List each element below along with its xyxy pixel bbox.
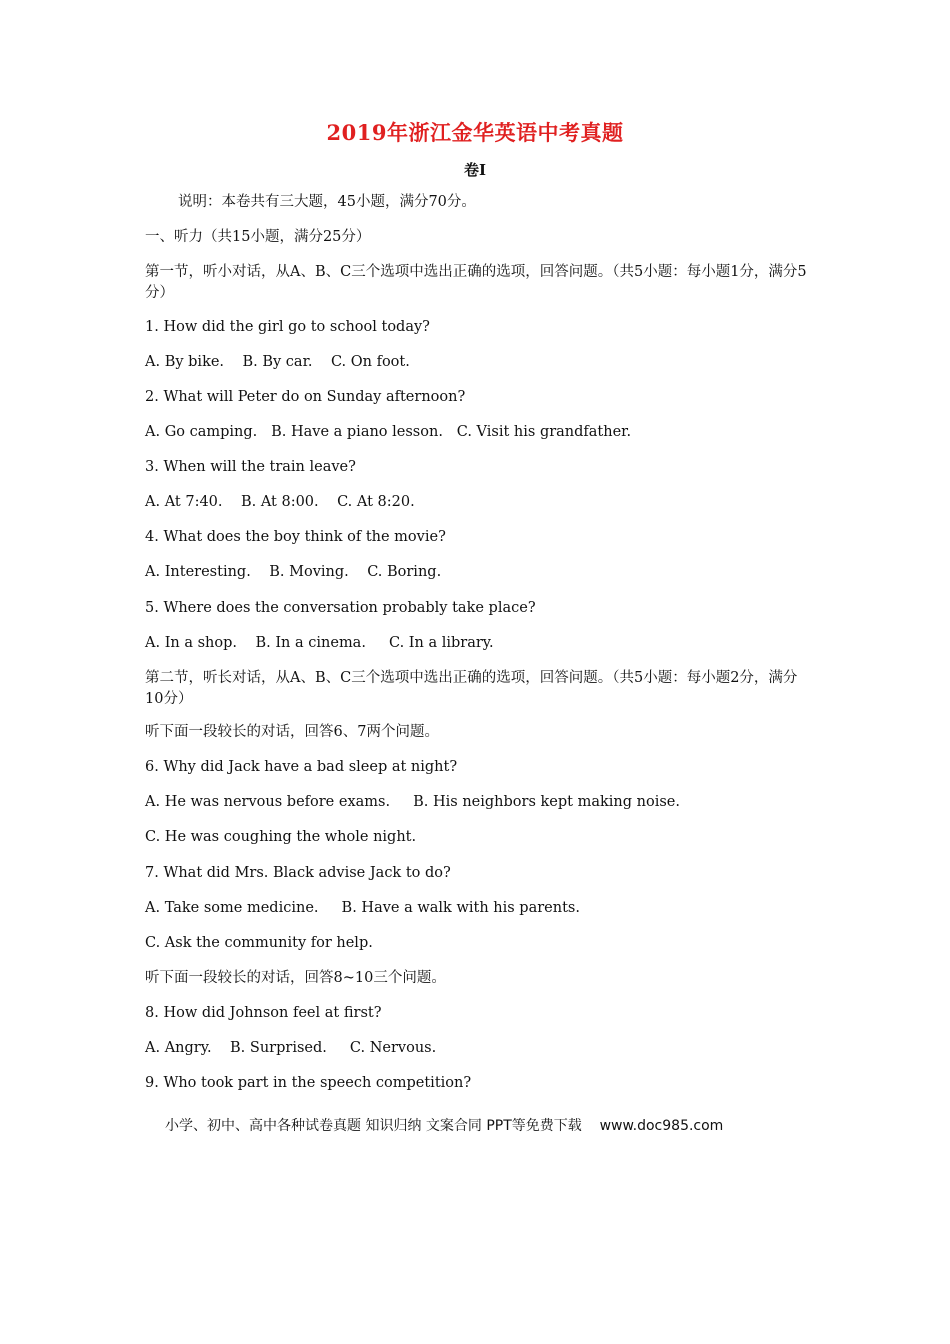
question-5-options: A. In a shop. B. In a cinema. C. In a library. bbox=[145, 635, 494, 651]
paper-subtitle: 卷I bbox=[463, 161, 487, 179]
question-7: 7. What did Mrs. Black advise Jack to do? bbox=[145, 865, 451, 881]
question-7-options-ab: A. Take some medicine. B. Have a walk with his parents. bbox=[145, 900, 580, 916]
question-8: 8. How did Johnson feel at first? bbox=[145, 1005, 382, 1021]
exam-note: 说明：本卷共有三大题，45小题，满分70分。 bbox=[178, 194, 476, 210]
dialog2-intro: 听下面一段较长的对话，回答8~10三个问题。 bbox=[145, 970, 446, 986]
question-6: 6. Why did Jack have a bad sleep at night? bbox=[145, 759, 458, 775]
question-8-options: A. Angry. B. Surprised. C. Nervous. bbox=[145, 1040, 437, 1056]
question-4: 4. What does the boy think of the movie? bbox=[145, 529, 446, 545]
question-7-option-c: C. Ask the community for help. bbox=[145, 935, 373, 951]
question-2: 2. What will Peter do on Sunday afternoon? bbox=[145, 389, 466, 405]
section-heading: 一、听力（共15小题，满分25分） bbox=[145, 229, 371, 245]
page-footer: 小学、初中、高中各种试卷真题 知识归纳 文案合同 PPT等免费下载 www.doc985.com bbox=[165, 1118, 724, 1134]
question-6-options-ab: A. He was nervous before exams. B. His neighbors kept making noise. bbox=[145, 794, 680, 810]
question-6-option-c: C. He was coughing the whole night. bbox=[145, 829, 417, 845]
question-2-options: A. Go camping. B. Have a piano lesson. C. Visit his grandfather. bbox=[145, 424, 632, 440]
question-4-options: A. Interesting. B. Moving. C. Boring. bbox=[145, 564, 442, 580]
part1-instruction: 第一节，听小对话，从A、B、C三个选项中选出正确的选项，回答问题。（共5小题：每小题1分，满分5分） bbox=[145, 264, 807, 301]
question-3: 3. When will the train leave? bbox=[145, 459, 356, 475]
dialog1-intro: 听下面一段较长的对话，回答6、7两个问题。 bbox=[145, 724, 439, 740]
question-5: 5. Where does the conversation probably take place? bbox=[145, 600, 536, 616]
page-title: 2019年浙江金华英语中考真题 bbox=[326, 120, 624, 145]
question-9: 9. Who took part in the speech competition? bbox=[145, 1075, 472, 1091]
part2-instruction: 第二节，听长对话，从A、B、C三个选项中选出正确的选项，回答问题。（共5小题：每小题2分，满分10分） bbox=[145, 670, 798, 707]
question-1-options: A. By bike. B. By car. C. On foot. bbox=[145, 354, 410, 370]
question-3-options: A. At 7:40. B. At 8:00. C. At 8:20. bbox=[145, 494, 415, 510]
question-1: 1. How did the girl go to school today? bbox=[145, 319, 430, 335]
